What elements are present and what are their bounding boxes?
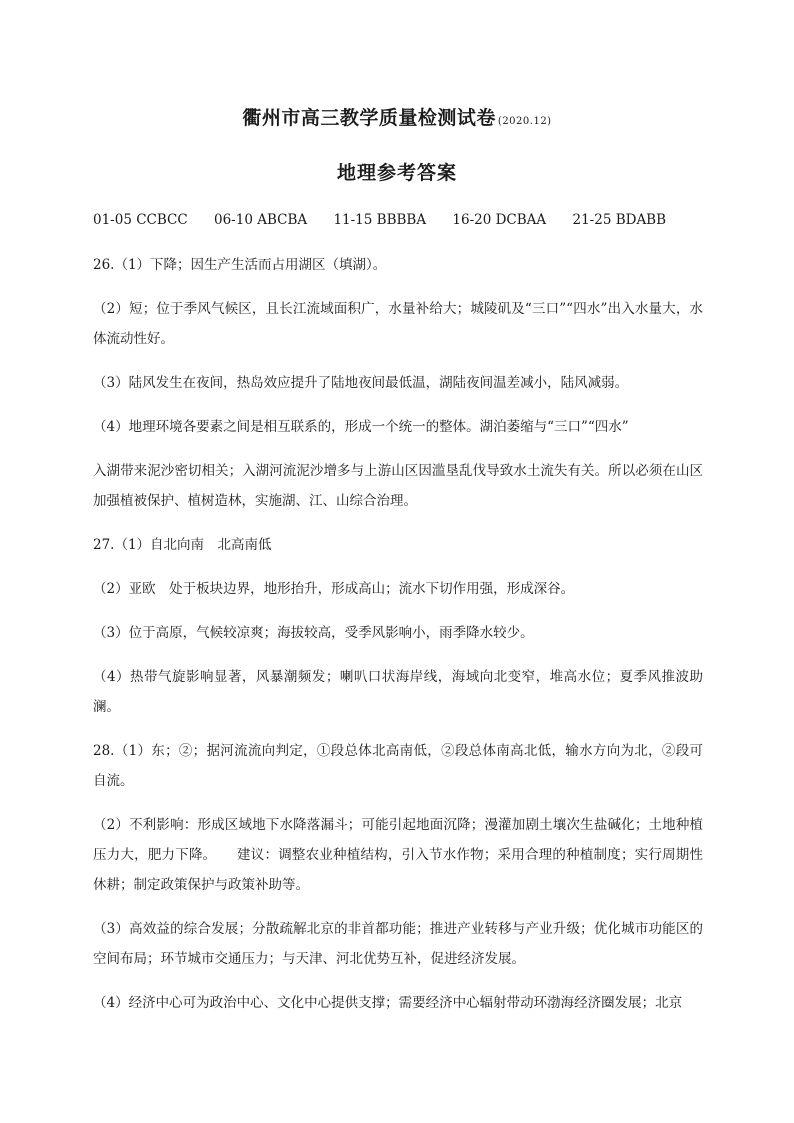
answer-27-2: （2）亚欧 处于板块边界，地形抬升，形成高山；流水下切作用强，形成深谷。 <box>93 581 575 597</box>
answer-paragraphs <box>93 250 703 1032</box>
multiple-choice-answers <box>93 212 666 228</box>
mc-group: 21-25 BDABB <box>572 212 667 228</box>
answer-26-3: （3）陆风发生在夜间，热岛效应提升了陆地夜间最低温，湖陆夜间温差减小，陆风减弱。 <box>93 375 629 391</box>
answer-26-4: （4）地理环境各要素之间是相互联系的，形成一个统一的整体。湖泊萎缩与“三口”“四水” <box>93 419 629 435</box>
answer-27-4: （4）热带气旋影响显著，风暴潮频发；喇叭口状海岸线，海域向北变窄，堆高水位；夏季风推波助澜。 <box>93 669 703 715</box>
answer-28-3: （3）高效益的综合发展；分散疏解北京的非首都功能；推进产业转移与产业升级；优化城市功能区的空间布局；环节城市交通压力；与天津、河北优势互补，促进经济发展。 <box>93 921 703 967</box>
answer-26-1: 26.（1）下降；因生产生活而占用湖区（填湖）。 <box>93 257 387 273</box>
exam-date: (2020.12) <box>497 116 552 127</box>
mc-group: 11-15 BBBBA <box>333 212 427 228</box>
answer-27-3: （3）位于高原，气候较凉爽；海拔较高，受季风影响小，雨季降水较少。 <box>93 625 534 641</box>
exam-title-text: 衢州市高三教学质量检测试卷 <box>242 107 496 129</box>
mc-group: 16-20 DCBAA <box>452 212 547 228</box>
answer-28-4: （4）经济中心可为政治中心、文化中心提供支撑；需要经济中心辐射带动环渤海经济圈发展；北京 <box>93 995 683 1011</box>
answer-28-1: 28.（1）东；②；据河流流向判定，①段总体北高南低，②段总体南高北低，输水方向为北，②段可自流。 <box>93 743 703 789</box>
exam-title <box>0 103 794 130</box>
answer-27-1: 27.（1）自北向南 北高南低 <box>93 537 272 553</box>
mc-group: 01-05 CCBCC <box>93 212 188 228</box>
answer-26-2: （2）短；位于季风气候区，且长江流域面积广，水量补给大；城陵矶及“三口”“四水”出入水量大，水体流动性好。 <box>93 301 703 347</box>
answer-26-4-continued: 入湖带来泥沙密切相关；入湖河流泥沙增多与上游山区因滥垦乱伐导致水土流失有关。所以必须在山区加强植被保护、植树造林，实施湖、江、山综合治理。 <box>93 463 703 509</box>
answer-28-2: （2）不利影响：形成区域地下水降落漏斗；可能引起地面沉降；漫灌加剧土壤次生盐碱化；土地种植压力大，肥力下降。 建议：调整农业种植结构，引入节水作物；采用合理的种植制度；实行周期性休耕；制定政策保护与政策补助等。 <box>93 817 703 893</box>
answer-key-heading: 地理参考答案 <box>336 162 457 184</box>
mc-group: 06-10 ABCBA <box>214 212 308 228</box>
